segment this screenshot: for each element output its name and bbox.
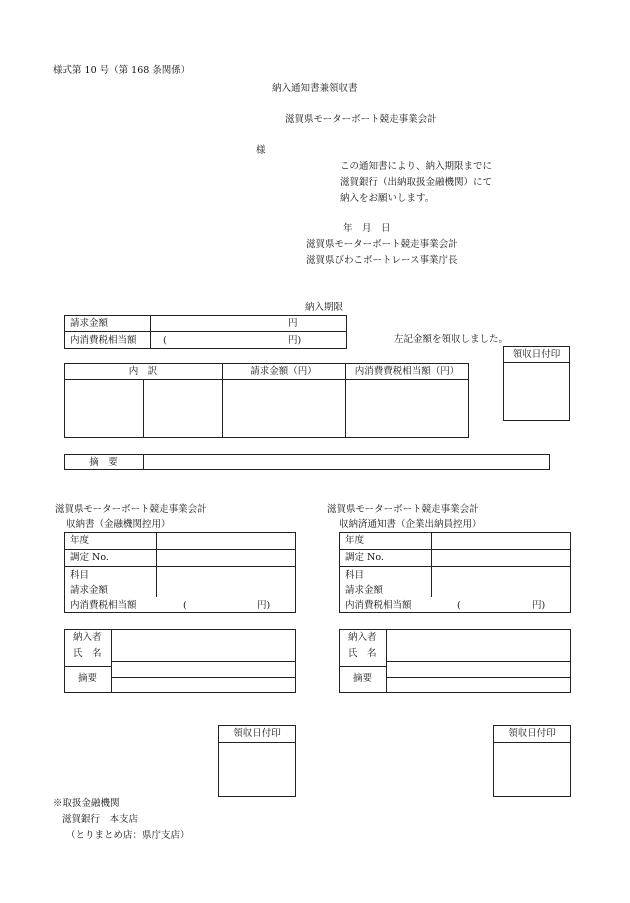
tax-amount-unit: 円) [288, 335, 302, 346]
left-tax-open-paren: ( [183, 600, 187, 611]
right-kamoku-label: 科目 [345, 570, 365, 581]
organization-name: 滋賀県モーターボート競走事業会計 [285, 114, 437, 125]
right-tax-unit: 円) [532, 600, 546, 611]
left-tax-label: 内消費税相当額 [70, 600, 137, 611]
addressee-honorific: 様 [256, 145, 266, 156]
deadline-label: 納入期限 [305, 302, 344, 313]
tax-open-paren: ( [163, 335, 167, 346]
right-tax-label: 内消費税相当額 [345, 600, 412, 611]
summary-label: 摘 要 [89, 457, 118, 468]
notice-line-2: 滋賀銀行（出納取扱金融機関）にて [340, 177, 493, 188]
left-kamoku-label: 科目 [70, 570, 90, 581]
left-receipt-stamp-label: 領収日付印 [233, 728, 281, 739]
right-summary-label: 摘要 [352, 673, 372, 684]
issuer-name: 滋賀県びわこボートレース事業庁長 [306, 255, 458, 266]
tax-amount-label: 内消費税相当額 [70, 335, 137, 346]
right-slip-subtitle: 収納済通知書（企業出納員控用） [339, 519, 482, 530]
right-chotei-label: 調定 No. [345, 552, 384, 563]
notice-line-1: この通知書により、納入期限までに [340, 161, 493, 172]
left-slip-subtitle: 収納書（金融機関控用） [66, 519, 171, 530]
right-receipt-stamp-label: 領収日付印 [508, 728, 556, 739]
left-year-label: 年度 [70, 535, 90, 546]
claim-amount-label: 請求金額 [70, 318, 109, 329]
breakdown-header-claim: 請求金額（円） [250, 366, 317, 377]
receipt-stamp-label: 領収日付印 [512, 349, 561, 360]
left-summary-label: 摘要 [77, 673, 97, 684]
right-payer-label-2: 氏 名 [348, 648, 377, 659]
consolidation-branch: （とりまとめ店：県庁支店） [66, 830, 190, 841]
left-payer-label-1: 納入者 [73, 632, 102, 643]
claim-amount-unit: 円 [288, 318, 298, 329]
issue-date: 年 月 日 [343, 223, 391, 234]
right-year-label: 年度 [345, 535, 365, 546]
breakdown-header-tax: 内消費費税相当額（円） [354, 366, 460, 377]
left-chotei-label: 調定 No. [70, 552, 109, 563]
breakdown-header-item: 内 訳 [128, 366, 158, 377]
received-statement: 左記金額を領収しました。 [394, 334, 509, 345]
issuer-organization: 滋賀県モーターボート競走事業会計 [306, 239, 458, 250]
left-claim-label: 請求金額 [70, 585, 109, 596]
notice-line-3: 納入をお願いします。 [340, 193, 435, 204]
bank-name: 滋賀銀行 本支店 [62, 814, 139, 825]
left-tax-unit: 円) [257, 600, 271, 611]
document-title: 納入通知書兼領収書 [272, 83, 358, 94]
right-payer-label-1: 納入者 [348, 632, 377, 643]
left-payer-label-2: 氏 名 [73, 648, 102, 659]
left-slip-org: 滋賀県モーターボート競走事業会計 [55, 504, 207, 515]
right-claim-label: 請求金額 [345, 585, 384, 596]
form-number: 様式第 10 号（第 168 条関係） [53, 65, 191, 76]
right-slip-org: 滋賀県モーターボート競走事業会計 [327, 504, 479, 515]
right-tax-open-paren: ( [457, 600, 461, 611]
financial-institution-note: ※取扱金融機関 [53, 798, 120, 809]
